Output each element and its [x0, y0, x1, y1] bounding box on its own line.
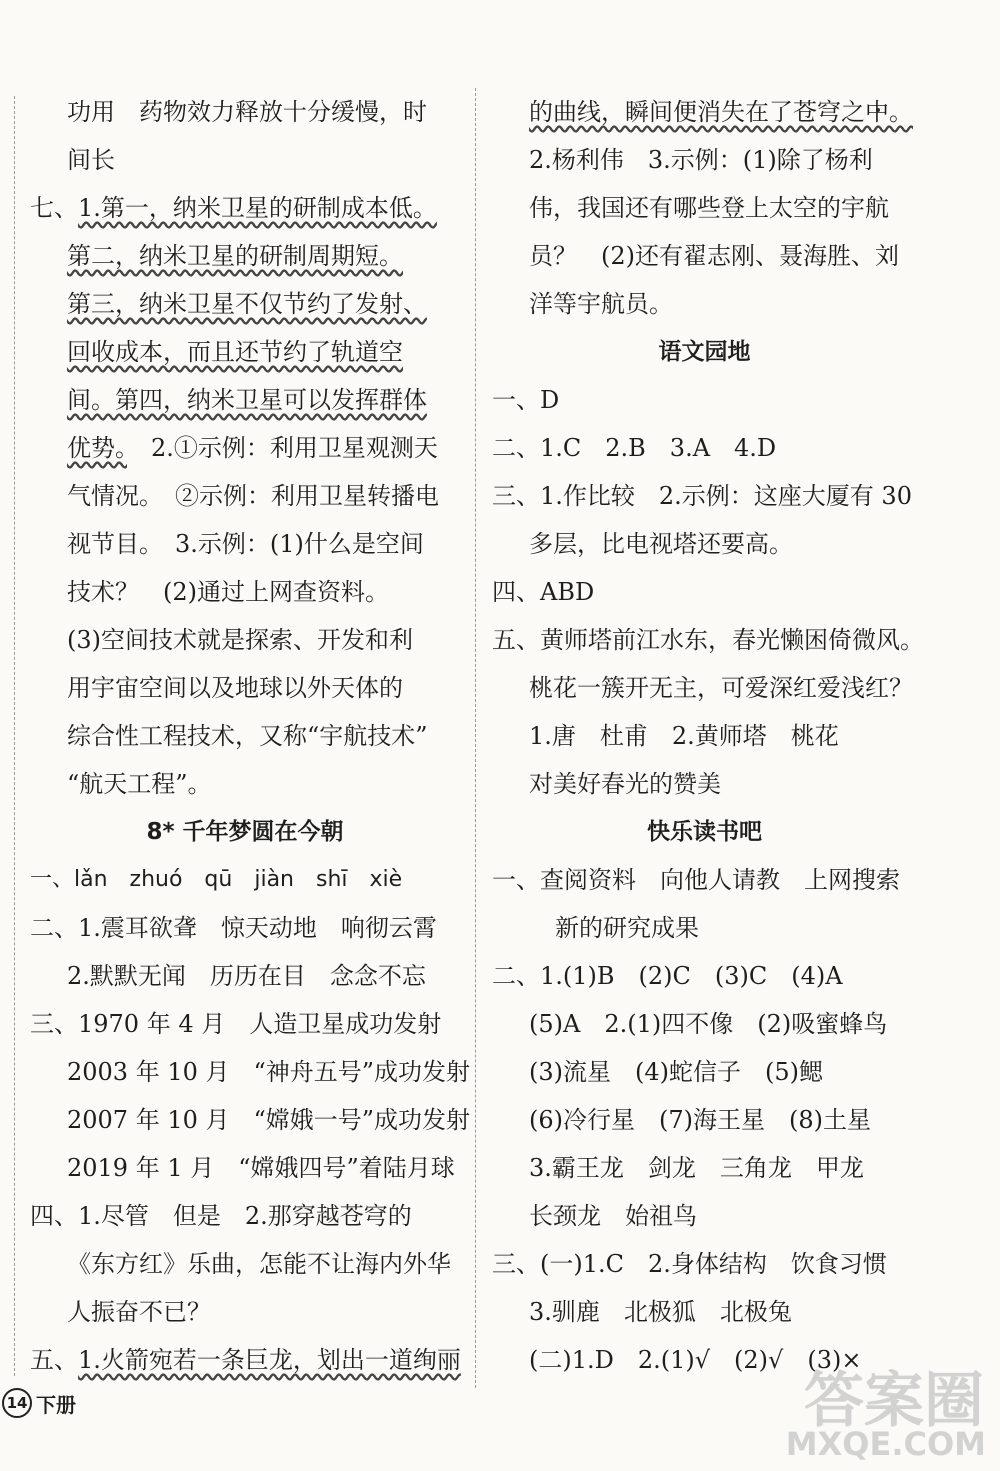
answer-line: 二、1.C 2.B 3.A 4.D	[492, 434, 777, 462]
section-number: 七、	[30, 194, 78, 222]
answer-line: 二、1.(1)B (2)C (3)C (4)A	[492, 962, 843, 990]
lesson-title: 8* 千年梦圆在今朝	[146, 819, 344, 845]
page-number: 14	[2, 1388, 32, 1418]
answer-line	[30, 424, 460, 472]
answer-line: (5)A 2.(1)四不像 (2)吸蜜蜂鸟	[529, 1010, 888, 1038]
answer-line: “航天工程”。	[67, 770, 212, 798]
answer-line: 气情况。 ②示例：利用卫星转播电	[67, 482, 439, 510]
answer-line: (6)冷行星 (7)海王星 (8)土星	[529, 1106, 871, 1134]
underlined-text: 回收成本，而且还节约了轨道空	[67, 338, 403, 366]
answer-line: 《东方红》乐曲，怎能不让海内外华	[67, 1250, 451, 1278]
answer-line: 五、黄师塔前江水东，春光懒困倚微风。	[492, 626, 924, 654]
column-divider	[475, 88, 476, 1388]
answer-line: 一、查阅资料 向他人请教 上网搜索	[492, 866, 900, 894]
answer-line: 长颈龙 始祖鸟	[529, 1202, 697, 1230]
answer-line: 伟，我国还有哪些登上太空的宇航	[529, 194, 889, 222]
answer-line: 新的研究成果	[555, 914, 699, 942]
underlined-text: 优势。	[67, 434, 127, 462]
answer-line	[492, 88, 917, 136]
underlined-text: 第三，纳米卫星不仅节约了发射、	[67, 290, 427, 318]
answer-line: 1.唐 杜甫 2.黄师塔 桃花	[529, 722, 839, 750]
left-margin-dashes	[14, 96, 15, 1376]
answer-text: 2.①示例：利用卫星观测天	[127, 434, 438, 462]
answer-line: 3.驯鹿 北极狐 北极兔	[529, 1298, 792, 1326]
answer-line: 二、1.震耳欲聋 惊天动地 响彻云霄	[30, 914, 437, 942]
answer-line: 2007 年 10 月 “嫦娥一号”成功发射	[67, 1106, 471, 1134]
answer-line: 桃花一簇开无主，可爱深红爱浅红？	[529, 674, 913, 702]
answer-line: 功用 药物效力释放十分缓慢，时	[67, 98, 427, 126]
answer-line: 间长	[67, 146, 115, 174]
answer-line: 四、ABD	[492, 578, 595, 606]
answer-line	[30, 184, 460, 232]
answer-line	[30, 1336, 460, 1384]
answer-line: 三、1970 年 4 月 人造卫星成功发射	[30, 1010, 442, 1038]
answer-line: 技术？ (2)通过上网查资料。	[67, 578, 389, 606]
answer-line: 三、(一)1.C 2.身体结构 饮食习惯	[492, 1250, 887, 1278]
left-column	[30, 88, 471, 1384]
answer-line: 视节目。 3.示例：(1)什么是空间	[67, 530, 424, 558]
pinyin-line: 一、lǎn zhuó qū jiàn shī xiè	[30, 867, 403, 892]
underlined-text: 的曲线，瞬间便消失在了苍穹之中。	[529, 98, 913, 126]
answer-line: (3)空间技术就是探索、开发和利	[67, 626, 413, 654]
answer-line: 员？ (2)还有翟志刚、聂海胜、刘	[529, 242, 899, 270]
section-title: 快乐读书吧	[647, 819, 762, 845]
section-title: 语文园地	[658, 339, 751, 365]
answer-line: 2.默默无闻 历历在目 念念不忘	[67, 962, 426, 990]
answer-line: 用宇宙空间以及地球以外天体的	[67, 674, 403, 702]
watermark-logo-text: 答案圈	[804, 1366, 984, 1436]
answer-line: 多层，比电视塔还要高。	[529, 530, 793, 558]
section-number: 五、	[30, 1346, 78, 1374]
answer-line	[30, 376, 460, 424]
answer-line	[30, 328, 460, 376]
answer-line: (3)流星 (4)蛇信子 (5)鳃	[529, 1058, 823, 1086]
answer-line: 对美好春光的赞美	[529, 770, 721, 798]
right-column	[492, 88, 924, 1384]
answer-line: 2003 年 10 月 “神舟五号”成功发射	[67, 1058, 471, 1086]
underlined-text: 1.火箭宛若一条巨龙，划出一道绚丽	[78, 1346, 461, 1374]
answer-line: (二)1.D 2.(1)√ (2)√ (3)×	[529, 1346, 862, 1374]
underlined-text: 间。第四，纳米卫星可以发挥群体	[67, 386, 427, 414]
answer-line: 洋等宇航员。	[529, 290, 673, 318]
underlined-text: 1.第一，纳米卫星的研制成本低。	[78, 194, 437, 222]
answer-line	[30, 232, 460, 280]
answer-line: 2.杨利伟 3.示例：(1)除了杨利	[529, 146, 873, 174]
answer-line	[30, 280, 460, 328]
volume-label: 下册	[36, 1392, 76, 1417]
answer-line: 2019 年 1 月 “嫦娥四号”着陆月球	[67, 1154, 455, 1182]
answer-line: 综合性工程技术，又称“宇航技术”	[67, 722, 428, 750]
answer-line: 三、1.作比较 2.示例：这座大厦有 30	[492, 482, 912, 510]
answer-line: 一、D	[492, 386, 560, 414]
page-footer	[2, 1388, 76, 1418]
answer-line: 人振奋不已？	[67, 1298, 211, 1326]
answer-line: 3.霸王龙 剑龙 三角龙 甲龙	[529, 1154, 864, 1182]
watermark	[750, 1353, 990, 1463]
watermark-url: MXQE.COM	[785, 1425, 986, 1463]
answer-line: 四、1.尽管 但是 2.那穿越苍穹的	[30, 1202, 412, 1230]
underlined-text: 第二，纳米卫星的研制周期短。	[67, 242, 403, 270]
